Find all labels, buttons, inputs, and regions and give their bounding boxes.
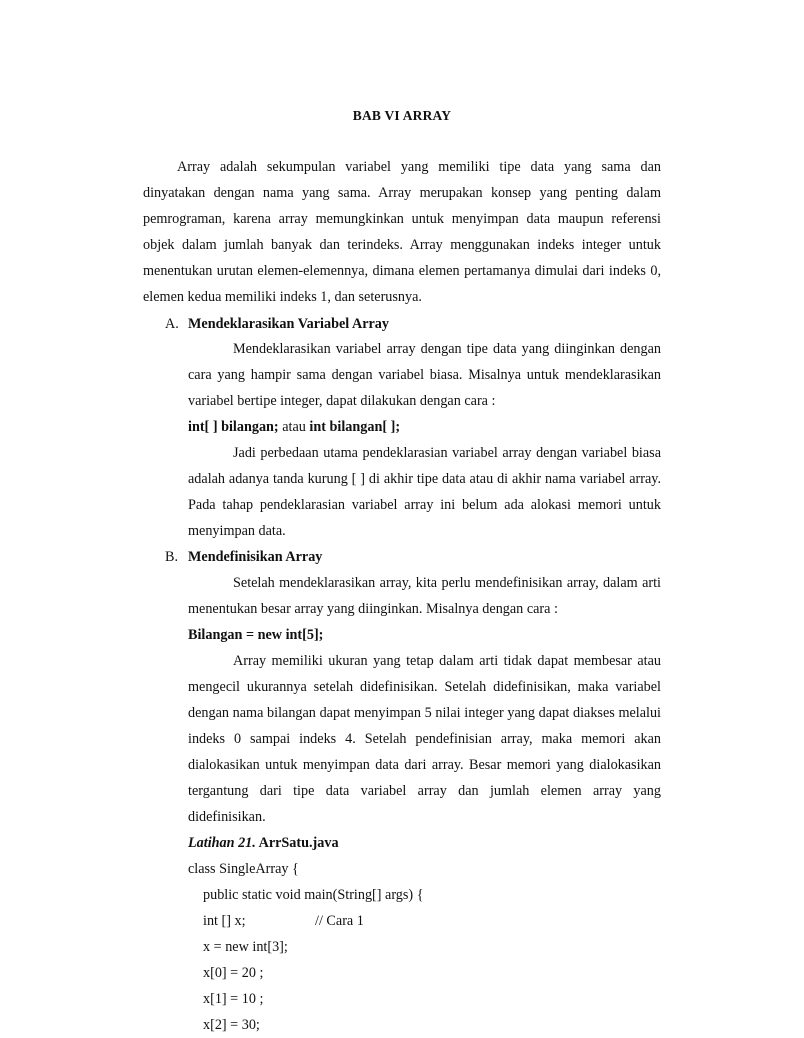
declaration-code-or: atau	[278, 419, 310, 435]
section-b-marker: B.	[165, 549, 179, 565]
declaration-code-line	[188, 414, 400, 440]
section-a-marker: A.	[165, 316, 179, 332]
code-line-5: x[0] = 20 ;	[203, 965, 264, 981]
code-line-1: class SingleArray {	[188, 861, 299, 877]
definition-code: Bilangan = new int[5];	[188, 627, 324, 643]
declaration-code-a: int[ ] bilangan;	[188, 419, 279, 435]
code-comment: // Cara 1	[315, 913, 364, 929]
chapter-title: BAB VI ARRAY	[352, 108, 452, 123]
section-a-paragraph-1: Mendeklarasikan variabel array dengan tipe data yang diinginkan dengan cara yang hampir sama dengan variabel biasa. Misalnya untuk mendeklarasikan variabel bertipe integer, dapat dilakukan dengan cara :	[188, 341, 661, 409]
code-line-4: x = new int[3];	[203, 939, 288, 955]
code-line-3: int [] x;	[203, 913, 246, 929]
intro-paragraph: Array adalah sekumpulan variabel yang memiliki tipe data yang sama dan dinyatakan dengan nama yang sama. Array merupakan konsep yang penting dalam pemrograman, karena array memungkinkan untuk menyimpan data maupun referensi objek dalam jumlah banyak dan terindeks. Array menggunakan indeks integer untuk menentukan urutan elemen-elemennya, dimana elemen pertamanya dimulai dari indeks 0, elemen kedua memiliki indeks 1, dan seterusnya.	[143, 159, 661, 305]
code-line-2: public static void main(String[] args) {	[203, 887, 424, 903]
section-b-heading: Mendefinisikan Array	[188, 549, 323, 565]
exercise-filename: ArrSatu.java	[255, 835, 339, 851]
section-a-paragraph-2: Jadi perbedaan utama pendeklarasian variabel array dengan variabel biasa adalah adanya tanda kurung [ ] di akhir tipe data atau di akhir nama variabel array. Pada tahap pendeklarasian variabel array ini belum ada alokasi memori untuk menyimpan data.	[188, 445, 661, 539]
code-line-6: x[1] = 10 ;	[203, 991, 264, 1007]
definition-code-line	[188, 622, 323, 648]
section-b-paragraph-1: Setelah mendeklarasikan array, kita perlu mendefinisikan array, dalam arti menentukan besar array yang diinginkan. Misalnya dengan cara :	[188, 575, 661, 617]
section-b-paragraph-2: Array memiliki ukuran yang tetap dalam arti tidak dapat membesar atau mengecil ukurannya setelah didefinisikan. Setelah didefinisikan, maka variabel dengan nama bilangan dapat menyimpan 5 nilai integer yang dapat diakses melalui indeks 0 sampai indeks 4. Setelah pendefinisian array, maka memori akan dialokasikan untuk menyimpan data dari array. Besar memori yang dialokasikan tergantung dari tipe data variabel array dan jumlah elemen array yang didefinisikan.	[188, 653, 661, 825]
declaration-code-b: int bilangan[ ];	[309, 419, 401, 435]
code-line-7: x[2] = 30;	[203, 1017, 260, 1033]
section-a-heading: Mendeklarasikan Variabel Array	[188, 316, 389, 332]
exercise-label: Latihan 21.	[188, 835, 256, 851]
exercise-heading	[188, 830, 339, 856]
